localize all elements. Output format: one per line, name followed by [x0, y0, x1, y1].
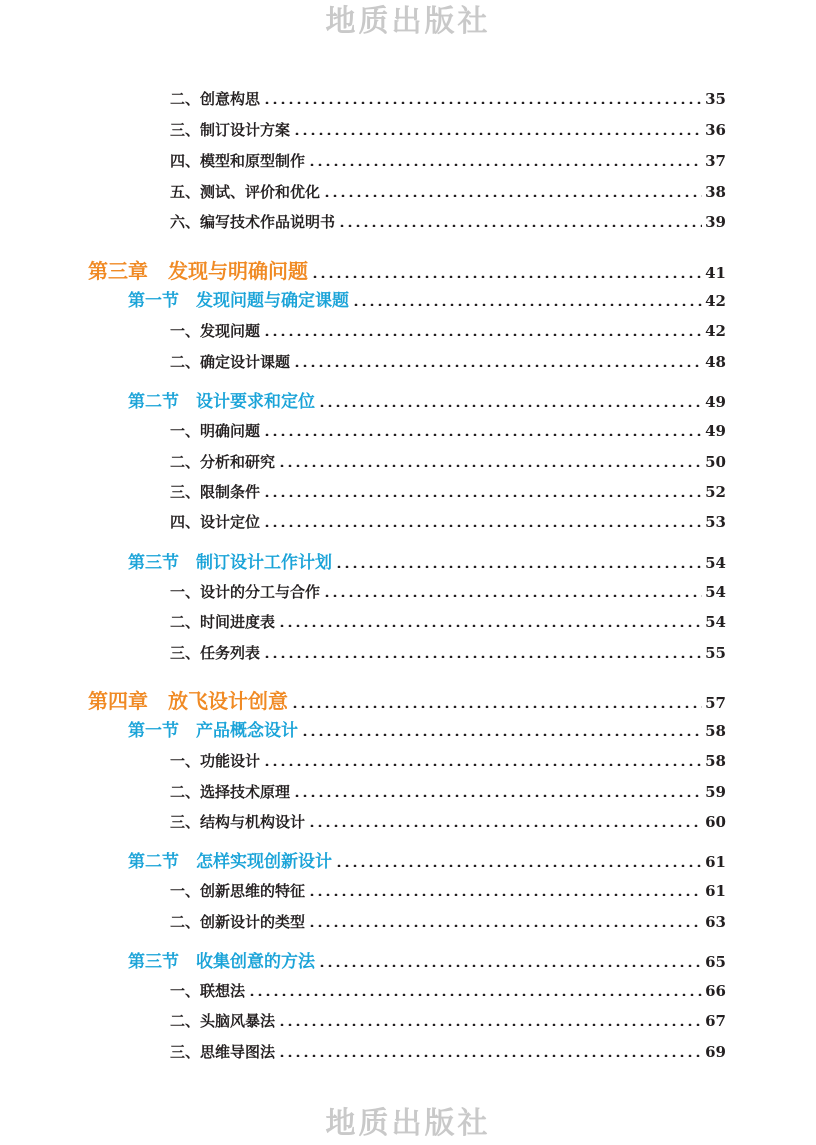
- dot-leader: [278, 615, 702, 627]
- dot-leader: [278, 455, 702, 467]
- toc-item-entry[interactable]: [170, 350, 726, 374]
- dot-leader: [318, 395, 702, 407]
- dot-leader: [308, 915, 702, 927]
- dot-leader: [263, 324, 702, 336]
- dot-leader: [291, 696, 702, 708]
- toc-item-entry[interactable]: [170, 419, 726, 443]
- toc-entry-title: 二、分析和研究: [170, 453, 276, 471]
- toc-item-entry[interactable]: [170, 118, 726, 142]
- dot-leader: [263, 515, 702, 527]
- dot-leader: [263, 646, 702, 658]
- toc-item-entry[interactable]: [170, 810, 726, 834]
- toc-item-entry[interactable]: [170, 749, 726, 773]
- dot-leader: [352, 294, 702, 306]
- toc-entry-page-number: 48: [705, 353, 726, 371]
- dot-leader: [293, 123, 702, 135]
- dot-leader: [278, 1014, 702, 1026]
- toc-entry-page-number: 49: [705, 422, 726, 440]
- toc-chapter-entry[interactable]: [88, 689, 726, 715]
- toc-item-entry[interactable]: [170, 780, 726, 804]
- toc-entry-title: 五、测试、评价和优化: [170, 183, 321, 201]
- toc-item-entry[interactable]: [170, 480, 726, 504]
- toc-entry-page-number: 66: [705, 982, 726, 1000]
- toc-entry-title: 一、创新思维的特征: [170, 882, 306, 900]
- dot-leader: [323, 585, 702, 597]
- dot-leader: [293, 785, 702, 797]
- publisher-watermark-top: 地质出版社: [325, 4, 491, 39]
- toc-entry-page-number: 53: [705, 513, 726, 531]
- dot-leader: [308, 884, 702, 896]
- toc-entry-title: 第二节 设计要求和定位: [128, 392, 315, 412]
- dot-leader: [301, 724, 702, 736]
- toc-entry-title: 二、头脑风暴法: [170, 1012, 276, 1030]
- toc-entry-page-number: 61: [705, 853, 726, 871]
- toc-entry-title: 第三节 制订设计工作计划: [128, 553, 332, 573]
- toc-item-entry[interactable]: [170, 319, 726, 343]
- toc-section-entry[interactable]: [128, 850, 726, 874]
- toc-entry-page-number: 39: [705, 213, 726, 231]
- dot-leader: [278, 1045, 702, 1057]
- toc-chapter-entry[interactable]: [88, 259, 726, 285]
- toc-entry-title: 第二节 怎样实现创新设计: [128, 852, 332, 872]
- toc-entry-page-number: 63: [705, 913, 726, 931]
- toc-entry-page-number: 35: [705, 90, 726, 108]
- toc-item-entry[interactable]: [170, 87, 726, 111]
- toc-entry-title: 一、联想法: [170, 982, 246, 1000]
- toc-section-entry[interactable]: [128, 551, 726, 575]
- toc-entry-title: 一、设计的分工与合作: [170, 583, 321, 601]
- toc-entry-page-number: 67: [705, 1012, 726, 1030]
- toc-entry-title: 三、制订设计方案: [170, 121, 291, 139]
- toc-entry-page-number: 69: [705, 1043, 726, 1061]
- toc-entry-title: 一、发现问题: [170, 322, 261, 340]
- dot-leader: [338, 215, 702, 227]
- toc-section-entry[interactable]: [128, 719, 726, 743]
- toc-entry-page-number: 54: [705, 613, 726, 631]
- toc-item-entry[interactable]: [170, 580, 726, 604]
- toc-entry-page-number: 37: [705, 152, 726, 170]
- toc-item-entry[interactable]: [170, 1009, 726, 1033]
- toc-entry-title: 四、设计定位: [170, 513, 261, 531]
- toc-item-entry[interactable]: [170, 641, 726, 665]
- toc-entry-title: 三、结构与机构设计: [170, 813, 306, 831]
- dot-leader: [293, 355, 702, 367]
- toc-entry-title: 二、确定设计课题: [170, 353, 291, 371]
- dot-leader: [335, 556, 702, 568]
- dot-leader: [263, 485, 702, 497]
- toc-item-entry[interactable]: [170, 180, 726, 204]
- toc-entry-title: 一、明确问题: [170, 422, 261, 440]
- toc-entry-title: 二、选择技术原理: [170, 783, 291, 801]
- toc-entry-title: 第一节 发现问题与确定课题: [128, 291, 349, 311]
- toc-entry-page-number: 57: [705, 694, 726, 712]
- dot-leader: [308, 815, 702, 827]
- toc-entry-page-number: 58: [705, 752, 726, 770]
- toc-entry-page-number: 65: [705, 953, 726, 971]
- toc-entry-page-number: 38: [705, 183, 726, 201]
- dot-leader: [311, 266, 702, 278]
- toc-entry-title: 二、创新设计的类型: [170, 913, 306, 931]
- toc-entry-page-number: 54: [705, 554, 726, 572]
- toc-item-entry[interactable]: [170, 210, 726, 234]
- toc-entry-page-number: 50: [705, 453, 726, 471]
- toc-entry-title: 第三章 发现与明确问题: [88, 259, 308, 283]
- toc-entry-page-number: 52: [705, 483, 726, 501]
- toc-entry-page-number: 60: [705, 813, 726, 831]
- publisher-watermark-bottom: 地质出版社: [325, 1106, 491, 1141]
- dot-leader: [263, 754, 702, 766]
- toc-section-entry[interactable]: [128, 289, 726, 313]
- toc-entry-title: 二、创意构思: [170, 90, 261, 108]
- dot-leader: [248, 984, 702, 996]
- toc-entry-page-number: 55: [705, 644, 726, 662]
- toc-entry-page-number: 49: [705, 393, 726, 411]
- toc-entry-page-number: 59: [705, 783, 726, 801]
- toc-entry-page-number: 42: [705, 292, 726, 310]
- toc-entry-title: 第四章 放飞设计创意: [88, 689, 288, 713]
- toc-item-entry[interactable]: [170, 510, 726, 534]
- toc-item-entry[interactable]: [170, 450, 726, 474]
- toc-entry-page-number: 54: [705, 583, 726, 601]
- toc-item-entry[interactable]: [170, 979, 726, 1003]
- dot-leader: [335, 855, 702, 867]
- toc-entry-title: 二、时间进度表: [170, 613, 276, 631]
- toc-entry-title: 三、思维导图法: [170, 1043, 276, 1061]
- toc-entry-title: 六、编写技术作品说明书: [170, 213, 336, 231]
- toc-section-entry[interactable]: [128, 950, 726, 974]
- dot-leader: [323, 185, 702, 197]
- toc-entry-page-number: 36: [705, 121, 726, 139]
- toc-item-entry[interactable]: [170, 1040, 726, 1064]
- toc-entry-page-number: 61: [705, 882, 726, 900]
- toc-item-entry[interactable]: [170, 610, 726, 634]
- toc-entry-title: 三、任务列表: [170, 644, 261, 662]
- toc-item-entry[interactable]: [170, 149, 726, 173]
- dot-leader: [263, 424, 702, 436]
- toc-section-entry[interactable]: [128, 390, 726, 414]
- toc-item-entry[interactable]: [170, 879, 726, 903]
- toc-item-entry[interactable]: [170, 910, 726, 934]
- dot-leader: [308, 154, 702, 166]
- dot-leader: [263, 92, 702, 104]
- toc-entry-title: 第一节 产品概念设计: [128, 721, 298, 741]
- toc-entry-title: 三、限制条件: [170, 483, 261, 501]
- toc-entry-title: 第三节 收集创意的方法: [128, 952, 315, 972]
- dot-leader: [318, 955, 702, 967]
- toc-entry-title: 四、模型和原型制作: [170, 152, 306, 170]
- toc-entry-title: 一、功能设计: [170, 752, 261, 770]
- toc-entry-page-number: 58: [705, 722, 726, 740]
- toc-entry-page-number: 41: [705, 264, 726, 282]
- toc-entry-page-number: 42: [705, 322, 726, 340]
